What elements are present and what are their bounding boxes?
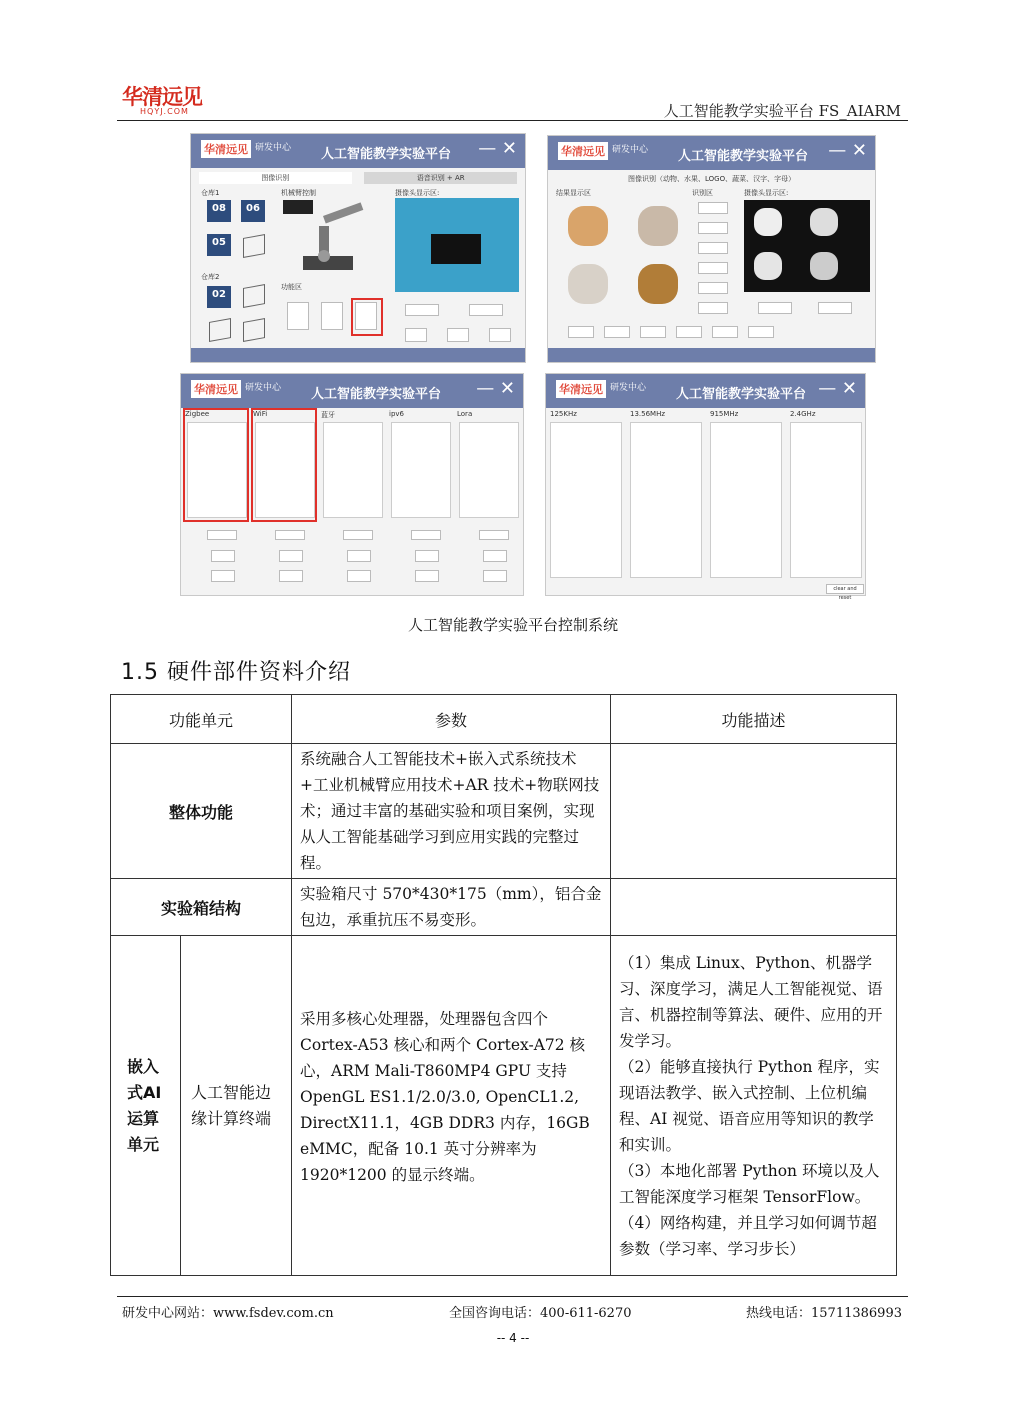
col-label-wifi: WiFi — [253, 410, 268, 418]
app-title: 人工智能教学实验平台 — [676, 387, 807, 402]
tab-voice-ar: 语音识别 + AR — [364, 172, 517, 184]
window-controls: — ✕ — [818, 378, 857, 399]
func-button[interactable] — [321, 302, 343, 330]
highlight-box — [351, 298, 383, 336]
section-title: 硬件部件资料介绍 — [167, 660, 352, 685]
data-panel — [710, 422, 782, 578]
highlight-box — [251, 408, 317, 522]
brand-logo: 华清远见 — [558, 142, 608, 160]
clear-reset-button[interactable]: clear and reset — [826, 584, 864, 594]
window-controls: — ✕ — [478, 138, 517, 159]
classify-button[interactable] — [568, 326, 594, 338]
recognize-button[interactable] — [698, 262, 728, 274]
empty-slot-icon — [243, 284, 265, 308]
open-button[interactable] — [347, 550, 371, 562]
header-cell-unit: 功能单元 — [111, 695, 292, 744]
header-title: 人工智能教学实验平台 FS_AIARM — [663, 102, 901, 120]
data-panel — [790, 422, 862, 578]
logo-text: 华清远见 — [122, 85, 202, 109]
select-dropdown[interactable] — [207, 530, 237, 540]
screenshot-image-recognition — [547, 135, 876, 363]
camera-open-button[interactable] — [405, 304, 439, 316]
dog-image — [568, 206, 608, 246]
table-row — [111, 936, 897, 1276]
header-cell-params: 参数 — [292, 695, 611, 744]
col-label-915mhz: 915MHz — [710, 410, 739, 418]
subunit-cell: 人工智能边缘计算终端 — [181, 936, 292, 1276]
box-08: 08 — [207, 200, 231, 222]
section-heading — [121, 655, 351, 686]
highlight-box — [183, 408, 249, 522]
recognize-button[interactable] — [698, 302, 728, 314]
box-06: 06 — [241, 200, 265, 222]
warehouse1-label: 仓库1 — [201, 189, 220, 197]
data-panel — [459, 422, 519, 518]
brand-sub: 研发中心 — [255, 143, 292, 153]
camera-label: 摄像头显示区: — [744, 189, 789, 197]
header-divider — [117, 120, 908, 121]
desc-cell — [611, 744, 897, 879]
camera-object — [431, 234, 481, 264]
footer-hotline: 热线电话：15711386993 — [746, 1306, 902, 1321]
close-button[interactable] — [347, 570, 371, 582]
col-label-ipv6: ipv6 — [389, 410, 404, 418]
table-row — [111, 879, 897, 936]
col-label-lora: Lora — [457, 410, 473, 418]
camera-photo — [810, 252, 838, 280]
empty-slot-icon — [243, 318, 265, 342]
camera-close-button[interactable] — [469, 304, 503, 316]
classify-button[interactable] — [604, 326, 630, 338]
brand-sub: 研发中心 — [245, 383, 282, 393]
header-cell-desc: 功能描述 — [611, 695, 897, 744]
footer-divider — [117, 1296, 908, 1297]
screenshot-rfid — [545, 373, 866, 601]
col-label-24ghz: 2.4GHz — [790, 410, 816, 418]
params-cell: 系统融合人工智能技术+嵌入式系统技术+工业机械臂应用技术+AR 技术+物联网技术；通过丰富的基础实验和项目案例，实现从人工智能基础学习到应用实践的完整过程。 — [292, 744, 611, 879]
classify-button[interactable] — [712, 326, 738, 338]
section-number: 1.5 — [121, 660, 159, 685]
camera-open-button[interactable] — [758, 302, 792, 314]
recognize-button[interactable] — [698, 202, 728, 214]
select-dropdown[interactable] — [411, 530, 441, 540]
unit-cell: 实验箱结构 — [111, 879, 292, 936]
window-controls: — ✕ — [476, 378, 515, 399]
app-title: 人工智能教学实验平台 — [311, 387, 442, 402]
camera-label: 摄像头显示区: — [395, 189, 440, 197]
logo-subtext: HQYJ.COM — [140, 107, 189, 116]
desc-item: （4）网络构建，并且学习如何调节超参数（学习率、学习步长） — [619, 1213, 877, 1258]
rabbit-image — [568, 264, 608, 304]
open-button[interactable] — [211, 550, 235, 562]
table-row — [111, 744, 897, 879]
params-cell: 实验箱尺寸 570*430*175（mm），铝合金包边，承重抗压不易变形。 — [292, 879, 611, 936]
tab-image-recognition: 图像识别 — [199, 172, 352, 184]
company-logo — [122, 86, 212, 116]
cat-image — [638, 206, 678, 246]
statusbar — [548, 348, 875, 362]
table-header-row — [111, 695, 897, 744]
titlebar — [546, 374, 865, 408]
desc-cell — [611, 879, 897, 936]
mode-button[interactable] — [447, 328, 469, 342]
desc-item: （1）集成 Linux、Python、机器学习、深度学习，满足人工智能视觉、语言、机器控制等算法、硬件、应用的开发学习。 — [619, 953, 883, 1050]
figure-caption: 人工智能教学实验平台控制系统 — [407, 616, 618, 634]
camera-close-button[interactable] — [818, 302, 852, 314]
empty-slot-icon — [243, 234, 265, 258]
data-panel — [323, 422, 383, 518]
lion-image — [638, 264, 678, 304]
col-label-125khz: 125KHz — [550, 410, 577, 418]
titlebar — [181, 374, 523, 408]
box-05: 05 — [207, 234, 231, 256]
data-panel — [391, 422, 451, 518]
footer-phone: 全国咨询电话：400-611-6270 — [449, 1306, 632, 1321]
app-title: 人工智能教学实验平台 — [321, 147, 452, 162]
hardware-spec-table — [110, 694, 897, 1276]
brand-logo: 华清远见 — [191, 380, 241, 398]
unit-cell: 嵌入式AI运算单元 — [111, 936, 181, 1276]
box-02: 02 — [207, 286, 231, 308]
close-button[interactable] — [483, 570, 507, 582]
brand-sub: 研发中心 — [612, 145, 649, 155]
recognize-button[interactable] — [698, 242, 728, 254]
classify-button[interactable] — [676, 326, 702, 338]
select-dropdown[interactable] — [343, 530, 373, 540]
page-number: -- 4 -- — [496, 1331, 530, 1345]
result-area-label: 结果显示区 — [556, 189, 591, 197]
data-panel — [630, 422, 702, 578]
select-dropdown[interactable] — [275, 530, 305, 540]
open-button[interactable] — [279, 550, 303, 562]
brand-logo: 华清远见 — [201, 140, 251, 158]
mode-button[interactable] — [489, 328, 511, 342]
recognition-tab: 图像识别（动物、水果、LOGO、蔬菜、汉字、字母） — [628, 175, 796, 183]
tab-bar — [199, 172, 517, 184]
footer-website: 研发中心网站：www.fsdev.com.cn — [122, 1306, 334, 1321]
app-title: 人工智能教学实验平台 — [678, 149, 809, 164]
open-button[interactable] — [483, 550, 507, 562]
warehouse2-label: 仓库2 — [201, 273, 220, 281]
desc-cell — [611, 936, 897, 1276]
open-button[interactable] — [415, 550, 439, 562]
col-label-bluetooth: 蓝牙 — [321, 411, 335, 419]
recognition-area-label: 识别区 — [692, 189, 713, 197]
function-area-label: 功能区 — [281, 283, 302, 291]
params-cell: 采用多核心处理器，处理器包含四个Cortex-A53 核心和两个 Cortex-A72 核心，ARM Mali-T860MP4 GPU 支持 OpenGL ES1.1/2.0/3.0, OpenCL1.2, DirectX11.1，4GB DDR3 内存，16GB eMMC，配备 10.1 英寸分辨率为 1920*1200 的显示终端。 — [292, 936, 611, 1276]
close-button[interactable] — [279, 570, 303, 582]
classify-button[interactable] — [640, 326, 666, 338]
window-controls: — ✕ — [828, 140, 867, 161]
empty-slot-icon — [209, 318, 231, 342]
mode-button[interactable] — [405, 328, 427, 342]
camera-photo — [810, 208, 838, 236]
screenshot-iot-communication — [180, 373, 524, 596]
titlebar — [191, 134, 525, 168]
close-button[interactable] — [211, 570, 235, 582]
titlebar — [548, 136, 875, 170]
brand-sub: 研发中心 — [610, 383, 647, 393]
select-dropdown[interactable] — [479, 530, 509, 540]
func-button[interactable] — [287, 302, 309, 330]
recognize-button[interactable] — [698, 222, 728, 234]
unit-cell: 整体功能 — [111, 744, 292, 879]
brand-logo: 华清远见 — [556, 380, 606, 398]
camera-photo — [754, 208, 782, 236]
close-button[interactable] — [415, 570, 439, 582]
robot-arm-image — [283, 196, 383, 276]
desc-item: （3）本地化部署 Python 环境以及人工智能深度学习框架 TensorFlow。 — [619, 1161, 880, 1206]
recognize-button[interactable] — [698, 282, 728, 294]
col-label-zigbee: Zigbee — [185, 410, 210, 418]
camera-photo — [754, 252, 782, 280]
arm-control-label: 机械臂控制 — [281, 189, 316, 197]
desc-item: （2）能够直接执行 Python 程序，实现语法教学、嵌入式控制、上位机编程、AI 视觉、语音应用等知识的教学和实训。 — [619, 1057, 880, 1154]
data-panel — [550, 422, 622, 578]
classify-button[interactable] — [748, 326, 774, 338]
statusbar — [191, 348, 525, 362]
col-label-13mhz: 13.56MHz — [630, 410, 666, 418]
screenshot-arm-control — [190, 133, 526, 363]
